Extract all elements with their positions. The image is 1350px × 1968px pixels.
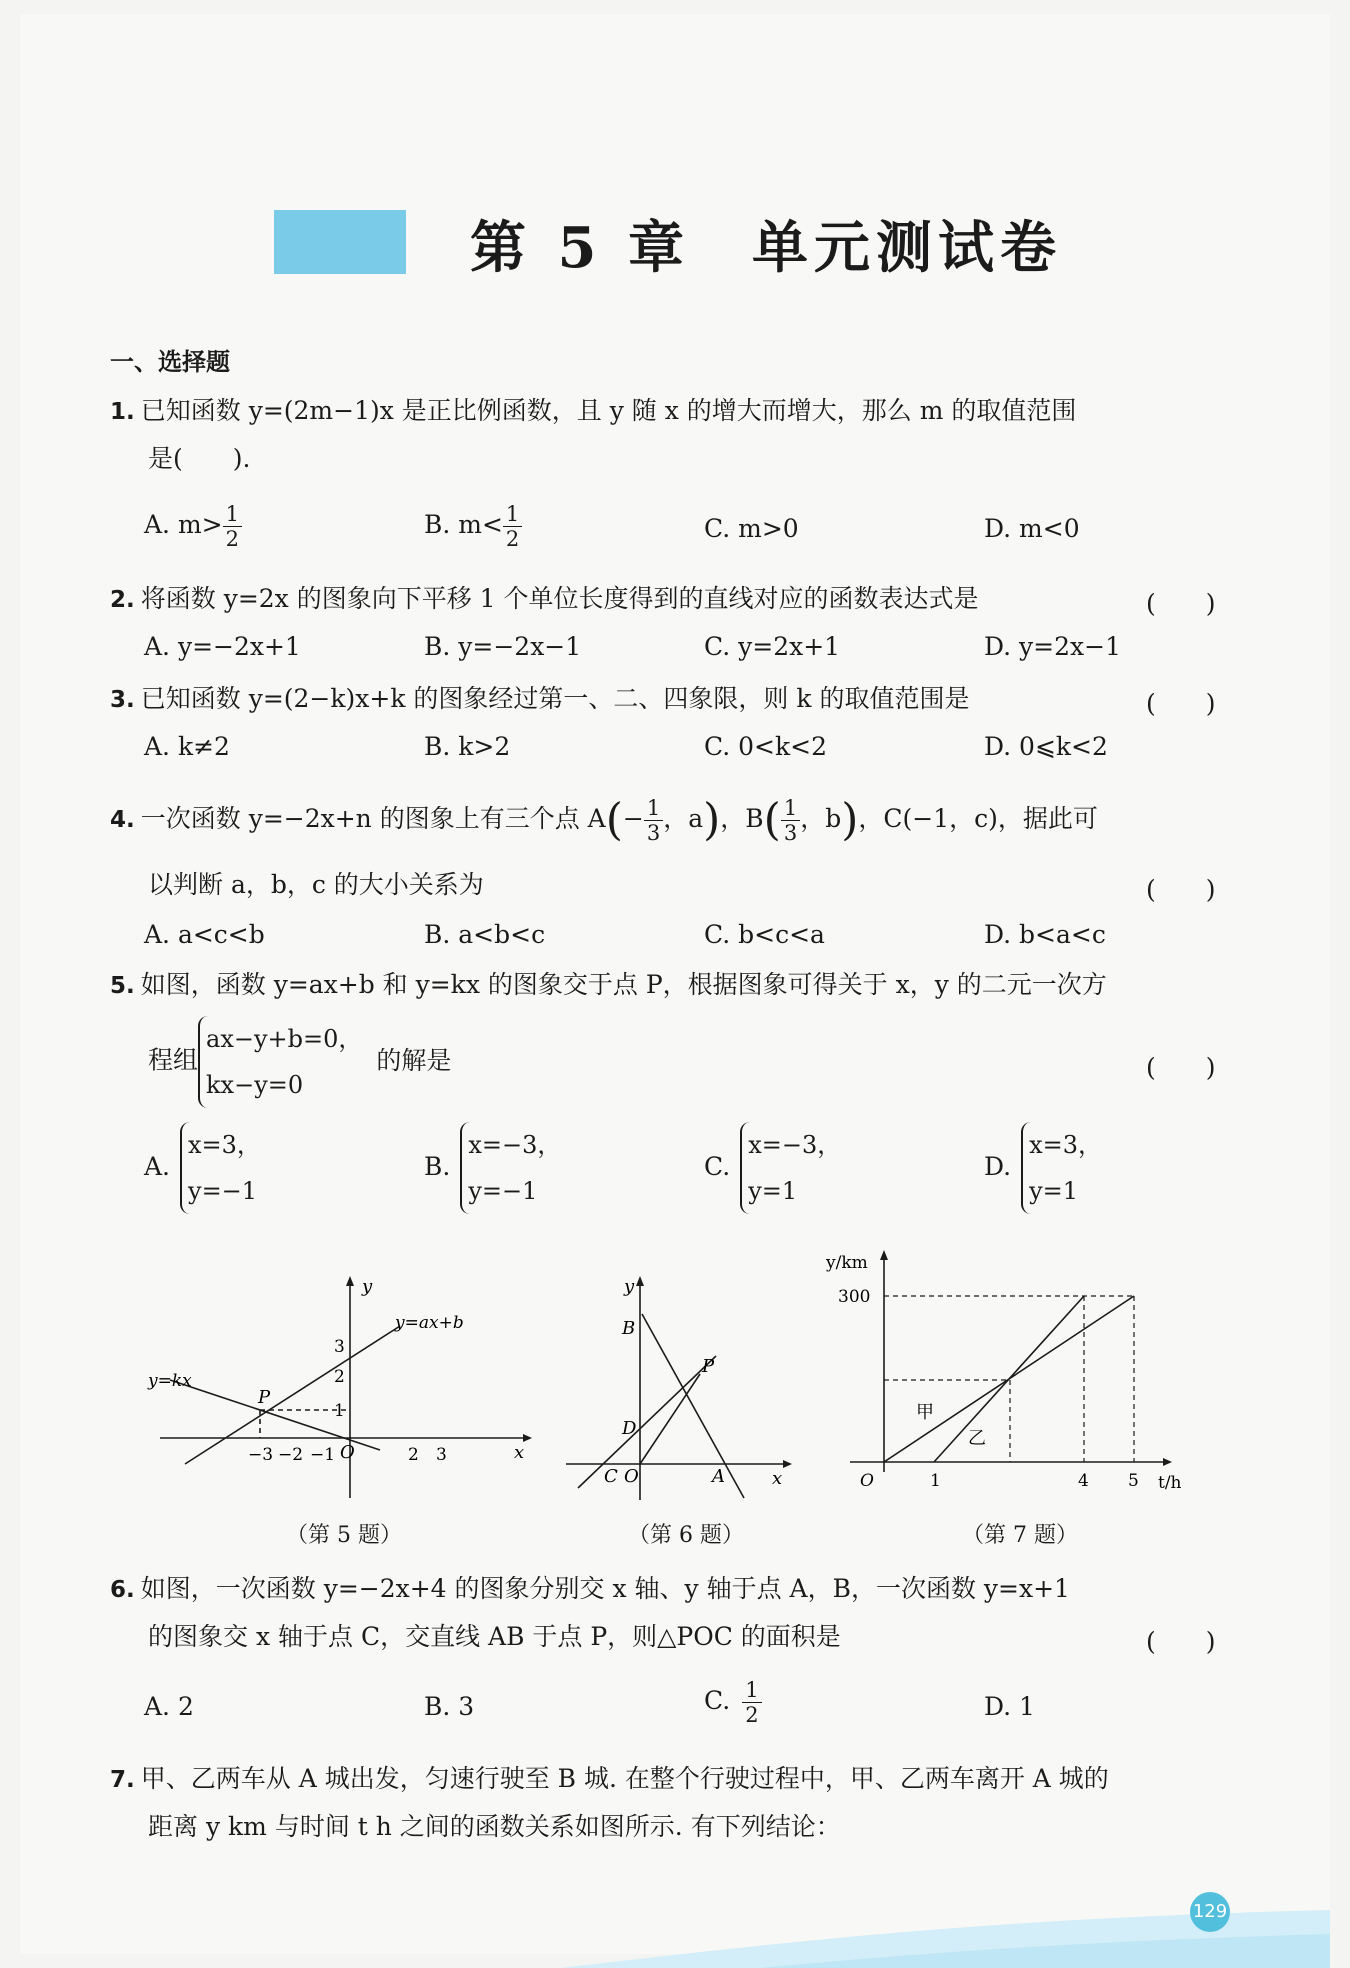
option-c: C. y=2x+1 — [704, 632, 841, 661]
option-d: D. m<0 — [984, 514, 1080, 543]
y-label: y — [362, 1276, 373, 1297]
option-a: A. m> $\frac{1}{2}$ — [144, 502, 242, 551]
point-d-label: D — [622, 1418, 637, 1439]
option-c: C. b<c<a — [704, 920, 825, 949]
y-label: y — [624, 1276, 635, 1297]
origin-label: O — [624, 1466, 639, 1487]
option-a: A. k≠2 — [144, 732, 230, 761]
point-c-label: C — [604, 1466, 618, 1487]
question-6-cont: 的图象交 x 轴于点 C，交直线 AB 于点 P，则△POC 的面积是 — [148, 1622, 841, 1651]
question-6: 6. 如图，一次函数 y=−2x+4 的图象分别交 x 轴、y 轴于点 A，B，一次函数 y=x+1 — [110, 1574, 1070, 1603]
option-c: C. m>0 — [704, 514, 799, 543]
footer-wave — [0, 1870, 1350, 1968]
tick-label: 1 — [930, 1471, 941, 1491]
tick-label: 2 — [334, 1367, 345, 1387]
question-1-cont: 是( ). — [148, 444, 251, 473]
series-yi — [934, 1296, 1084, 1462]
page-number: 129 — [1190, 1892, 1230, 1932]
origin-label: O — [860, 1471, 874, 1491]
option-a: A. a<c<b — [144, 920, 265, 949]
line-label: y=ax+b — [395, 1313, 464, 1333]
question-4: 4. 一次函数 y=−2x+n 的图象上有三个点 A(− $\frac{1}{3}$ ，a)，B( $\frac{1}{3}$ ，b)，C(−1，c)，据此可 — [110, 794, 1098, 846]
equation-system: ax−y+b=0， kx−y=0 — [198, 1016, 362, 1108]
option-d: D. y=2x−1 — [984, 632, 1121, 661]
question-4-cont: 以判断 a，b，c 的大小关系为 — [148, 870, 484, 899]
option-b: B. 3 — [424, 1692, 475, 1721]
option-b: B. k>2 — [424, 732, 511, 761]
option-b: B. x=−3， y=−1 — [424, 1122, 561, 1214]
tick-label: 4 — [1078, 1471, 1089, 1491]
x-axis-arrow — [783, 1460, 792, 1468]
tick-label: 300 — [838, 1287, 871, 1307]
option-a: A. y=−2x+1 — [144, 632, 301, 661]
question-1 — [110, 394, 1076, 429]
origin-label: O — [340, 1442, 355, 1463]
option-b: B. m< $\frac{1}{2}$ — [424, 502, 522, 551]
figure-caption: （第 7 题） — [962, 1523, 1078, 1548]
question-2: 2. 将函数 y=2x 的图象向下平移 1 个单位长度得到的直线对应的函数表达式是 — [110, 584, 979, 613]
answer-blank: ( ) — [1146, 589, 1216, 618]
fraction-one-half: $\frac{1}{2}$ — [742, 1678, 761, 1727]
point-b-label: B — [622, 1318, 636, 1339]
question-3: 3. 已知函数 y=(2−k)x+k 的图象经过第一、二、四象限，则 k 的取值范围是 — [110, 684, 970, 713]
section-heading: 一、选择题 — [110, 348, 230, 376]
question-7: 7. 甲、乙两车从 A 城出发，匀速行驶至 B 城. 在整个行驶过程中，甲、乙两车离开 A 城的 — [110, 1764, 1109, 1793]
y-axis-label: y/km — [826, 1253, 868, 1273]
fraction-one-third: $\frac{1}{3}$ — [644, 796, 663, 845]
question-text: 已知函数 y=(2m−1)x 是正比例函数，且 y 随 x 的增大而增大，那么 m 的取值范围 — [140, 396, 1077, 425]
option-a: A. x=3， y=−1 — [144, 1122, 261, 1214]
figure-7-graph — [820, 1240, 1200, 1500]
tick-label: 1 — [334, 1401, 345, 1421]
series-label: 甲 — [916, 1402, 934, 1423]
y-axis-arrow — [636, 1276, 644, 1286]
option-c: C. x=−3， y=1 — [704, 1122, 841, 1214]
tick-label: −3 — [248, 1445, 274, 1465]
option-d: D. x=3， y=1 — [984, 1122, 1102, 1214]
option-c: C. $\frac{1}{2}$ — [704, 1678, 762, 1727]
fraction-one-half: $\frac{1}{2}$ — [223, 502, 242, 551]
option-d: D. 0⩽k<2 — [984, 732, 1108, 761]
option-c: C. 0<k<2 — [704, 732, 827, 761]
series-label: 乙 — [968, 1428, 986, 1449]
x-axis-arrow — [1163, 1458, 1172, 1466]
figure-5-graph — [140, 1268, 540, 1508]
figure-caption: （第 5 题） — [286, 1523, 402, 1548]
answer-blank: ( ) — [1146, 1053, 1216, 1082]
point-p-label: P — [702, 1356, 715, 1377]
answer-blank: ( ) — [1146, 875, 1216, 904]
answer-blank: ( ) — [1146, 689, 1216, 718]
point-p-label: P — [258, 1387, 271, 1408]
figure-caption: （第 6 题） — [628, 1523, 744, 1548]
line-ab — [642, 1314, 744, 1498]
option-d: D. b<a<c — [984, 920, 1106, 949]
line-label: y=kx — [148, 1371, 192, 1391]
answer-blank: ( ) — [1146, 1627, 1216, 1656]
line-kx — [170, 1380, 380, 1450]
fraction-one-third: $\frac{1}{3}$ — [781, 796, 800, 845]
question-5-cont: 程组 ax−y+b=0， kx−y=0 的解是 — [148, 1016, 451, 1108]
x-axis-label: t/h — [1158, 1473, 1182, 1493]
option-a: A. 2 — [144, 1692, 194, 1721]
x-label: x — [772, 1468, 783, 1489]
option-b: B. a<b<c — [424, 920, 546, 949]
option-b: B. y=−2x−1 — [424, 632, 582, 661]
figure-6-graph — [560, 1268, 800, 1508]
y-axis-arrow — [346, 1276, 354, 1286]
question-number: 1. — [110, 399, 135, 425]
x-label: x — [514, 1442, 525, 1463]
tick-label: −1 — [310, 1445, 336, 1465]
tick-label: 3 — [436, 1445, 447, 1465]
title-accent-bar — [274, 210, 406, 274]
x-axis-arrow — [523, 1434, 532, 1442]
y-axis-arrow — [880, 1250, 888, 1260]
tick-label: −2 — [278, 1445, 304, 1465]
tick-label: 5 — [1128, 1471, 1139, 1491]
page-title: 第 5 章 单元测试卷 — [470, 215, 1062, 281]
option-d: D. 1 — [984, 1692, 1035, 1721]
fraction-one-half: $\frac{1}{2}$ — [503, 502, 522, 551]
line-cp — [578, 1356, 716, 1488]
question-7-cont: 距离 y km 与时间 t h 之间的函数关系如图所示. 有下列结论： — [148, 1812, 841, 1841]
tick-label: 3 — [334, 1337, 345, 1357]
point-a-label: A — [712, 1466, 725, 1487]
question-5: 5. 如图，函数 y=ax+b 和 y=kx 的图象交于点 P，根据图象可得关于 x，y 的二元一次方 — [110, 970, 1107, 999]
tick-label: 2 — [408, 1445, 419, 1465]
